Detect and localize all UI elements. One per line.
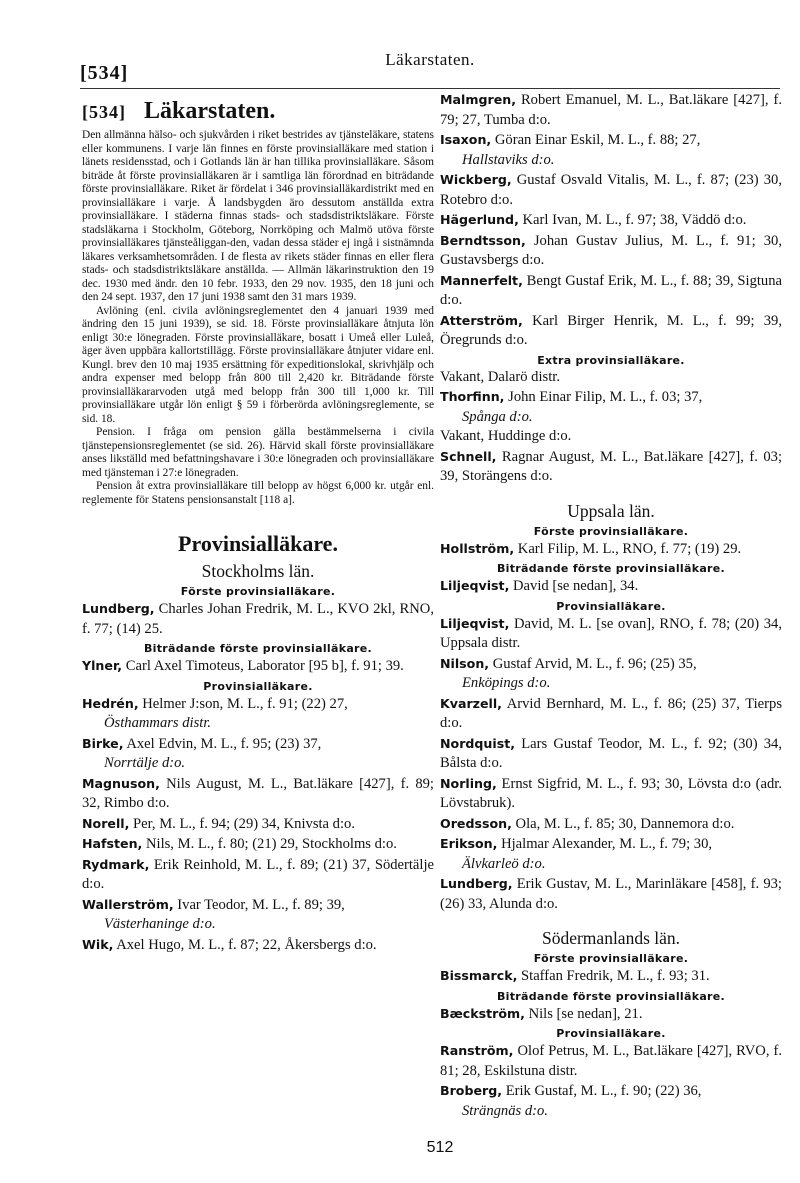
entry-details: Lars Gustaf Teodor, M. L., f. 92; (30) 34, Bålsta d:o.	[440, 735, 782, 771]
category-heading: Provinsialläkare.	[203, 679, 313, 693]
entry-location: Strängnäs d:o.	[462, 1102, 548, 1119]
county-heading: Stockholms län.	[201, 561, 315, 581]
entry-name: Kvarzell,	[440, 695, 502, 711]
entry-location: Norrtälje d:o.	[104, 755, 186, 771]
entry-details: Nils, M. L., f. 80; (21) 29, Stockholms d:o.	[145, 836, 397, 852]
category-heading: Extra provinsialläkare.	[537, 353, 685, 367]
entry-name: Hafsten,	[82, 836, 143, 851]
entry	[440, 90, 782, 130]
entry-location: Hallstaviks d:o.	[462, 151, 555, 168]
category-heading: Biträdande förste provinsialläkare.	[143, 642, 373, 655]
entry-details: Vakant, Huddinge d:o.	[440, 428, 572, 444]
left-groups	[82, 585, 434, 955]
entry-name: Birke,	[82, 735, 124, 751]
entry-name: Isaxon,	[440, 132, 492, 147]
entry	[440, 447, 782, 487]
entry-details: Helmer J:son, M. L., f. 91; (22) 27,	[142, 695, 348, 712]
entry-details: Ragnar August, M. L., Bat.läkare [427], f. 03; 39, Storängens d:o.	[440, 448, 782, 484]
section-intro	[82, 129, 434, 507]
entry	[82, 935, 434, 956]
entry-details: Karl Ivan, M. L., f. 97; 38, Väddö d:o.	[522, 212, 747, 228]
entry	[440, 130, 782, 170]
entry	[440, 576, 782, 597]
entry	[440, 1004, 782, 1025]
entry	[82, 895, 434, 935]
entry-details: Robert Emanuel, M. L., Bat.läkare [427], f. 79; 27, Tumba d:o.	[440, 92, 782, 128]
entry-details: Nils [se nedan], 21.	[528, 1005, 643, 1022]
entry-name: Atterström,	[440, 312, 523, 328]
entry-name: Oredsson,	[440, 815, 512, 831]
entry-details: Arvid Bernhard, M. L., f. 86; (25) 37, Tierps d:o.	[440, 695, 782, 731]
entry-name: Rydmark,	[82, 856, 150, 872]
entry-name: Nordquist,	[440, 735, 516, 751]
intro-paragraph: Avlöning (enl. civila avlöningsreglementet den 4 januari 1939 med ändring den 15 juni 1939), se sid. 18. Förste provinsialläkare åtnjuta lön enligt 30:e lönegraden. Förste provinsialläkare, bosatt i Umeå eller Luleå, äger även uppbära kallortstillägg. Förste provinsialläkare åtnjuter vidare enl. Kungl. brev den 10 maj 1935 ersättning för expeditionslokal, skrivhjälp och andra expenser med belopp från 800 till 2,420 kr. Biträdande förste provinsialläkararvoden utgå med belopp från 300 till 1,000 kr. Till provinsialläkare utgår lön enligt § 59 i förberörda avlöningsreglemente, se sid. 18.	[82, 304, 434, 425]
entry	[440, 874, 782, 914]
entry-name: Hollström,	[440, 540, 515, 556]
entry	[440, 539, 782, 560]
entry-details: Erik Reinhold, M. L., f. 89; (21) 37, Södertälje d:o.	[82, 856, 434, 892]
entry-name: Lundberg,	[82, 601, 155, 616]
entry	[440, 694, 782, 734]
category-heading: Förste provinsialläkare.	[180, 585, 336, 598]
entry-details: Carl Axel Timoteus, Laborator [95 b], f. 91; 39.	[125, 658, 404, 674]
entry-details: Bengt Gustaf Erik, M. L., f. 88; 39, Sigtuna d:o.	[440, 272, 783, 308]
county-block	[440, 928, 782, 1121]
category-heading: Biträdande förste provinsialläkare.	[496, 562, 726, 575]
entry-details: David [se nedan], 34.	[513, 578, 639, 594]
entry	[82, 774, 434, 814]
page-number: 512	[426, 1139, 454, 1156]
entry	[440, 1041, 782, 1081]
entry-name: Norling,	[440, 775, 497, 791]
entry-name: Magnuson,	[82, 775, 160, 791]
entry-name: Berndtsson,	[440, 232, 526, 248]
entry	[440, 834, 782, 874]
entry-details: David, M. L. [se ovan], RNO, f. 78; (20) 34, Uppsala distr.	[440, 615, 782, 651]
entry-details: Erik Gustaf, M. L., f. 90; (22) 36,	[505, 1083, 702, 1099]
left-column	[82, 92, 434, 955]
entry-location: Östhammars distr.	[104, 715, 212, 731]
provinsial-heading: Provinsialläkare.	[178, 531, 338, 556]
entry	[440, 311, 782, 351]
header-rule	[80, 88, 780, 89]
entry-name: Ranström,	[440, 1043, 514, 1058]
entry-details: Ola, M. L., f. 85; 30, Dannemora d:o.	[515, 815, 735, 832]
entry-location: Västerhaninge d:o.	[104, 916, 216, 932]
entry-name: Bæckström,	[440, 1005, 525, 1021]
entry	[440, 734, 782, 774]
intro-paragraph: Den allmänna hälso- och sjukvården i riket bestrides av tjänsteläkare, statens eller kommunens. I varje län finnes en förste provinsialläkare med station i länets residensstad, och i Gotlands län är han tillika provinsialläkare. Såsom biträde åt förste provinsialläkaren är i samtliga län förordnad en biträdande förste provinsialläkare. Riket är fördelat i 346 provinsialläkardistrikt med en provinsialläkare i varje. Å landsbygden äro dessutom anställda extra provinsialläkare. I städerna finnas stads- och stadsdistriktsläkare. Förste stadsläkarna i Stockholm, Göteborg, Norrköping och Malmö utöva förste provinsialläkares tjänsteåliggan-den, vadan dessa städer ej ingå i sistnämnda läkares verksamhetsområden. I de flesta av rikets städer finnas en eller flera stads- och stadsdistriktsläkare anställda. — Allmän läkarinstruktion den 19 dec. 1930 med ändr. den 10 febr. 1933, den 29 nov. 1935, den 18 juni och den 24 sept. 1937, den 17 juni 1938 samt den 31 mars 1939.	[82, 129, 434, 303]
county-heading: Uppsala län.	[567, 500, 655, 521]
entry-details: Staffan Fredrik, M. L., f. 93; 31.	[521, 968, 710, 984]
category-heading: Förste provinsialläkare.	[533, 952, 689, 965]
entry-name: Mannerfelt,	[440, 272, 523, 288]
entry-details: Ernst Sigfrid, M. L., f. 93; 30, Lövsta d:o (adr. Lövstabruk).	[440, 775, 782, 811]
entry	[440, 271, 782, 311]
entry	[440, 427, 782, 447]
entry	[440, 387, 782, 427]
entry	[82, 814, 434, 835]
entry-details: Karl Birger Henrik, M. L., f. 99; 39, Öregrunds d:o.	[440, 312, 782, 348]
intro-paragraph: Pension åt extra provinsialläkare till belopp av högst 6,000 kr. utgår enl. reglemente för Statens pensionsanstalt [118 a].	[82, 480, 434, 506]
section-title-row	[82, 98, 434, 125]
entry	[440, 966, 782, 987]
entry-details: Nils August, M. L., Bat.läkare [427], f. 89; 32, Rimbo d:o.	[82, 775, 434, 811]
entry-name: Wickberg,	[440, 172, 512, 187]
entry-details: Hjalmar Alexander, M. L., f. 79; 30,	[501, 836, 713, 852]
entry-details: Per, M. L., f. 94; (29) 34, Knivsta d:o.	[133, 815, 355, 832]
category-heading: Provinsialläkare.	[556, 1027, 666, 1040]
county-block	[440, 90, 782, 487]
entry-name: Liljeqvist,	[440, 578, 510, 593]
county-block	[440, 501, 782, 915]
entry-details: Göran Einar Eskil, M. L., f. 88; 27,	[494, 132, 701, 148]
intro-paragraph: Pension. I fråga om pension gälla bestämmelserna i civila tjänstepensionsreglementet (se sid. 26). Härvid skall förste provinsialläkare anses likställd med befattningshavare i 30:e lönegraden och provinsialläkare med tjänsteman i 27:e lönegraden.	[82, 426, 434, 479]
entry-name: Schnell,	[440, 448, 497, 464]
entry-details: Axel Edvin, M. L., f. 95; (23) 37,	[126, 735, 322, 752]
entry	[440, 654, 782, 694]
entry-name: Malmgren,	[440, 92, 516, 107]
entry-location: Älvkarleö d:o.	[462, 855, 546, 872]
entry-details: Erik Gustav, M. L., Marinläkare [458], f. 93; (26) 33, Alunda d:o.	[440, 876, 782, 912]
entry	[440, 814, 782, 835]
entry-name: Norell,	[82, 815, 130, 831]
entry	[82, 656, 434, 677]
entry-details: Axel Hugo, M. L., f. 87; 22, Åkersbergs d:o.	[116, 936, 377, 953]
entry	[82, 734, 434, 774]
entry-name: Ylner,	[82, 658, 123, 673]
entry-details: Gustaf Osvald Vitalis, M. L., f. 87; (23) 30, Rotebro d:o.	[440, 172, 782, 208]
entry-name: Nilson,	[440, 655, 490, 671]
entry-location: Enköpings d:o.	[462, 675, 551, 691]
entry-name: Bissmarck,	[440, 968, 518, 983]
entry-details: Charles Johan Fredrik, M. L., KVO 2kl, RNO, f. 77; (14) 25.	[82, 601, 434, 637]
entry-name: Thorfinn,	[440, 389, 505, 404]
right-column	[440, 90, 782, 1121]
running-title: Läkarstaten.	[385, 50, 475, 69]
entry-details: Karl Filip, M. L., RNO, f. 77; (19) 29.	[517, 540, 742, 557]
entry-details: Ivar Teodor, M. L., f. 89; 39,	[177, 896, 345, 913]
entry	[440, 614, 782, 654]
section-title: Läkarstaten.	[144, 98, 276, 124]
entry-name: Broberg,	[440, 1083, 503, 1098]
entry	[82, 599, 434, 639]
entry-name: Hedrén,	[82, 695, 139, 711]
category-heading: Förste provinsialläkare.	[533, 524, 689, 538]
entry-name: Lundberg,	[440, 876, 513, 891]
entry-details: Johan Gustav Julius, M. L., f. 91; 30, Gustavsbergs d:o.	[440, 232, 782, 268]
entry-location: Spånga d:o.	[462, 408, 533, 425]
entry-name: Wik,	[82, 936, 114, 952]
entry-details: Olof Petrus, M. L., Bat.läkare [427], RVO, f. 81; 28, Eskilstuna distr.	[440, 1043, 782, 1079]
entry	[82, 855, 434, 895]
page-code: [534]	[80, 62, 129, 84]
entry	[440, 1081, 782, 1121]
entry-name: Liljeqvist,	[440, 615, 510, 631]
entry	[82, 694, 434, 734]
entry-details: Gustaf Arvid, M. L., f. 96; (25) 35,	[492, 655, 697, 672]
entry-details: John Einar Filip, M. L., f. 03; 37,	[508, 389, 703, 405]
entry	[440, 774, 782, 814]
section-number: [534]	[82, 102, 126, 122]
entry	[440, 210, 782, 231]
entry-name: Erikson,	[440, 836, 498, 851]
entry	[82, 834, 434, 855]
entry-details: Vakant, Dalarö distr.	[440, 368, 560, 385]
entry	[440, 368, 782, 388]
county-heading: Södermanlands län.	[541, 928, 681, 948]
entry-name: Hägerlund,	[440, 212, 519, 227]
entry	[440, 170, 782, 210]
category-heading: Biträdande förste provinsialläkare.	[496, 989, 726, 1003]
entry-name: Wallerström,	[82, 896, 174, 912]
entry	[440, 231, 782, 271]
category-heading: Provinsialläkare.	[556, 599, 666, 613]
